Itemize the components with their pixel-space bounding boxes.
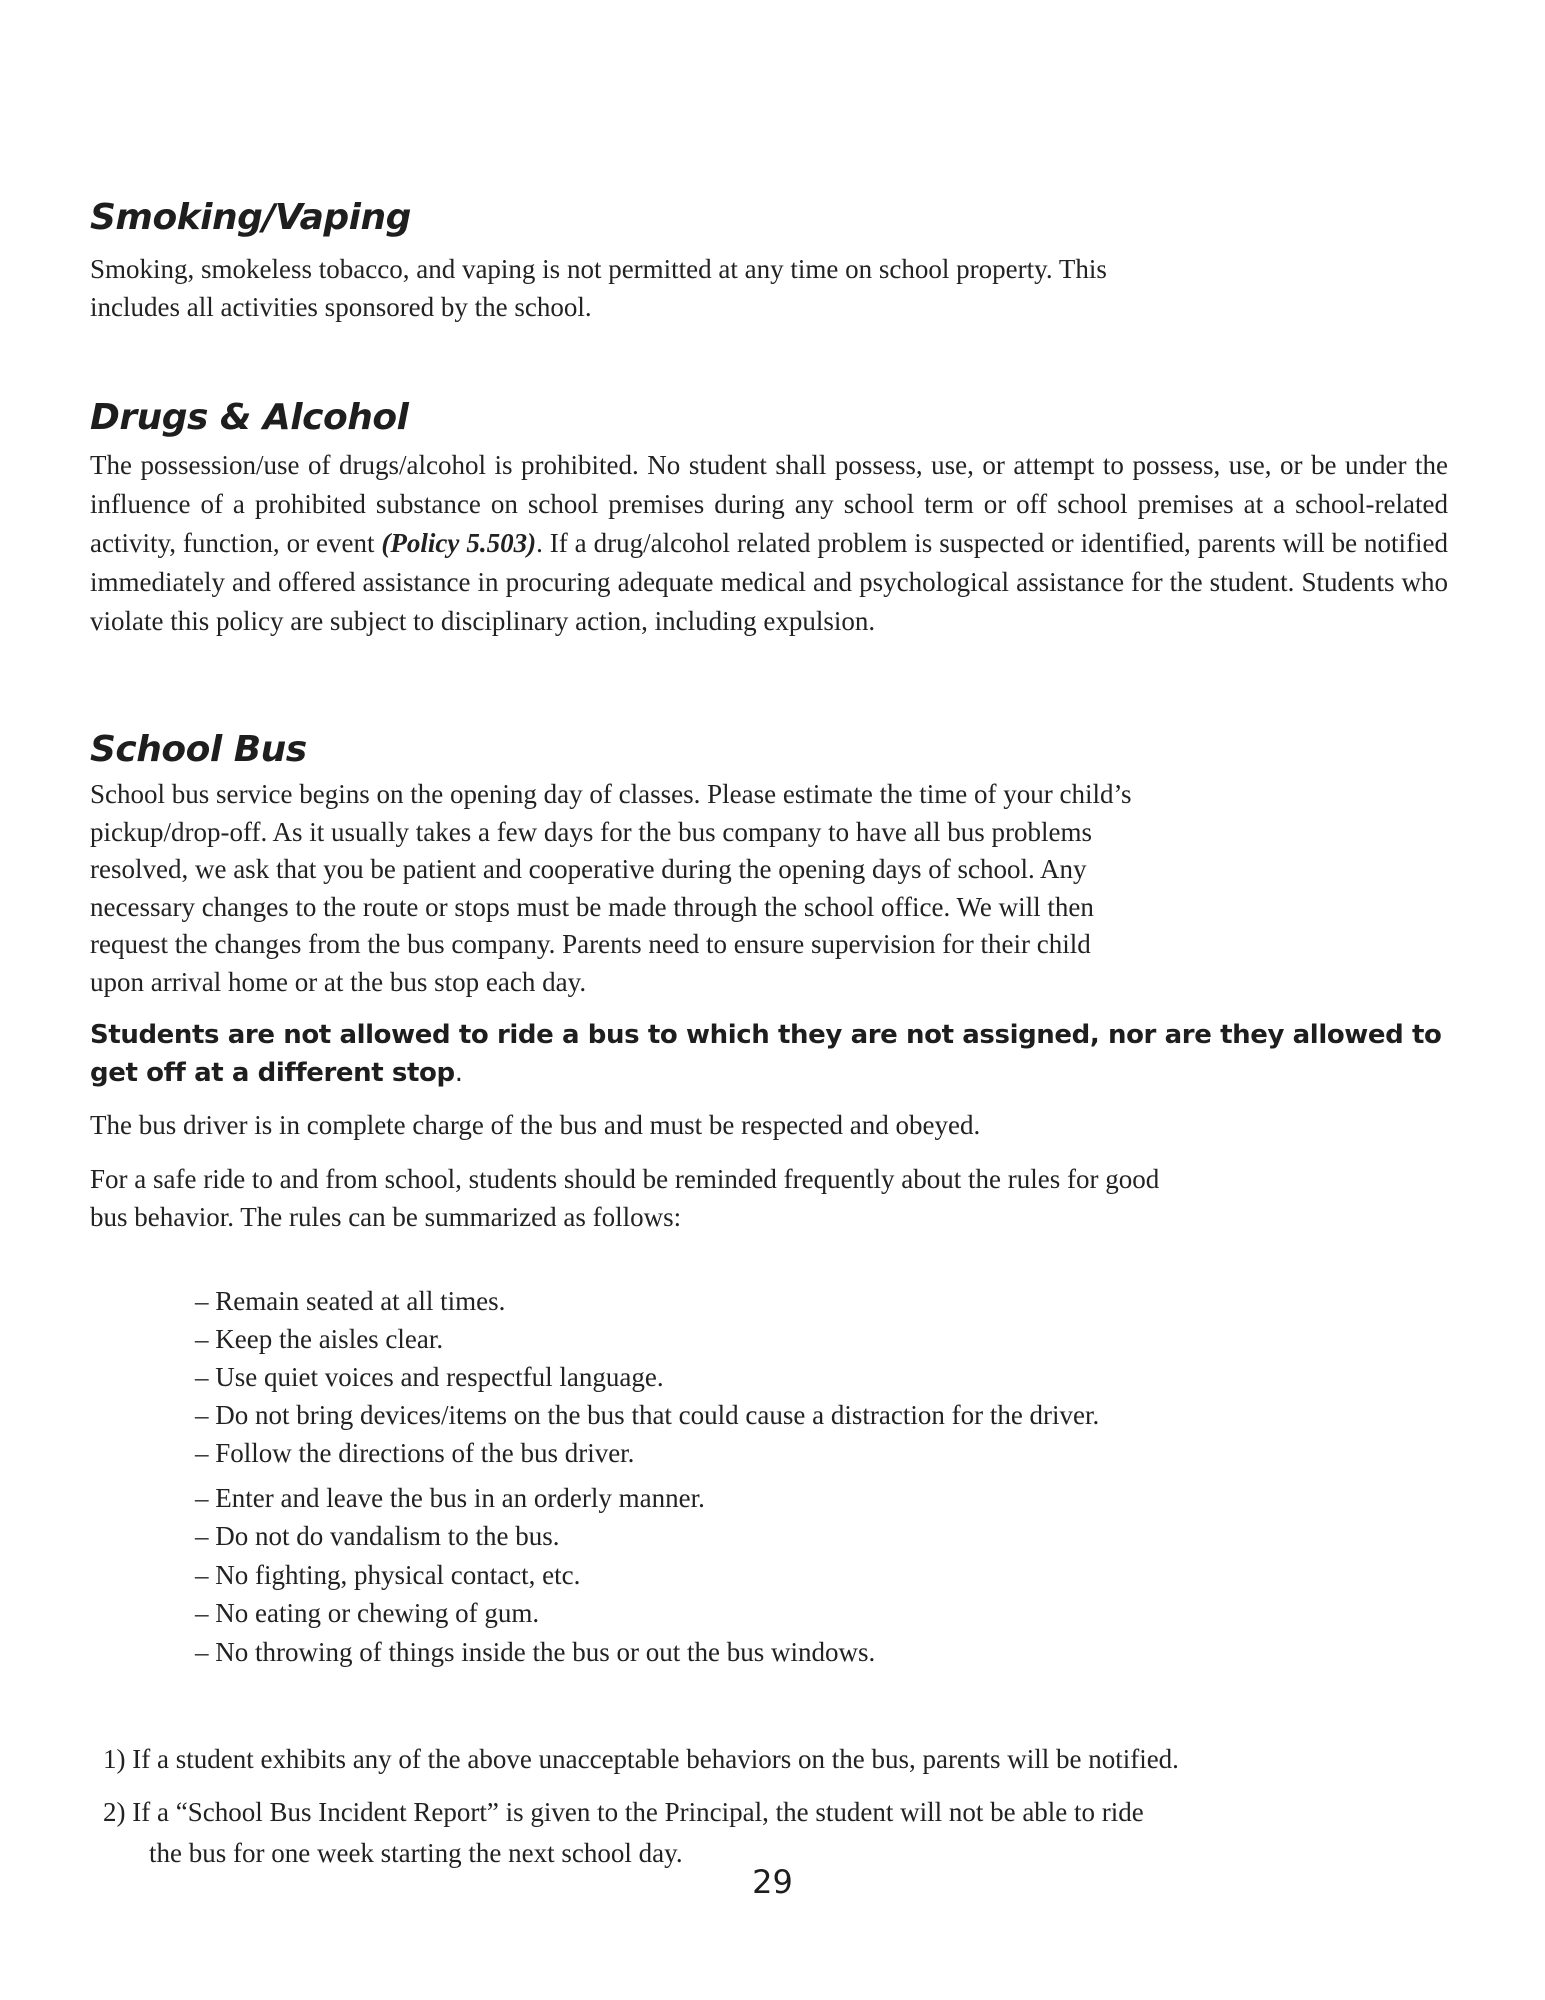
bus-rule-item: – No throwing of things inside the bus or out the bus windows. <box>195 1637 876 1667</box>
bus-rule-item: – Enter and leave the bus in an orderly manner. <box>195 1483 705 1513</box>
consequence-1-line-1: 1) If a student exhibits any of the above unacceptable behaviors on the bus, parents will be notified. <box>103 1744 1179 1774</box>
bus-assignment-note-period: . <box>454 1058 463 1088</box>
rules-intro-line-2: bus behavior. The rules can be summarized as follows: <box>90 1202 682 1232</box>
heading-drugs-alcohol: Drugs & Alcohol <box>90 397 409 438</box>
drugs-text-1: The possession/use of drugs/alcohol is prohibited. No student shall possess, use, or attempt to possess, use, or be under the influence of a prohibited substance on school premises during any school term or off school premises at a school-related activity, function, or event <box>90 450 1448 558</box>
bus-intro-line: pickup/drop-off. As it usually takes a few days for the bus company to have all bus problems <box>90 816 1093 847</box>
smoking-line-1: Smoking, smokeless tobacco, and vaping is not permitted at any time on school property. This <box>90 254 1107 284</box>
bus-rule-item: – Keep the aisles clear. <box>195 1324 444 1354</box>
bus-rule-item: – No eating or chewing of gum. <box>195 1598 540 1628</box>
rules-intro-paragraph <box>90 1160 1159 1236</box>
bus-intro-line: request the changes from the bus company. Parents need to ensure supervision for their child <box>90 929 1091 960</box>
bus-assignment-note-text: Students are not allowed to ride a bus to which they are not assigned, nor are they allowed to get off at a different stop <box>90 1020 1442 1088</box>
consequence-2-line-1: 2) If a “School Bus Incident Report” is given to the Principal, the student will not be able to ride <box>103 1797 1144 1827</box>
consequence-item-1 <box>103 1740 1179 1778</box>
consequence-2-line-2: the bus for one week starting the next school day. <box>149 1838 683 1868</box>
bus-driver-note: The bus driver is in complete charge of the bus and must be respected and obeyed. <box>90 1110 981 1140</box>
bus-intro-paragraph <box>90 776 1132 1002</box>
bus-rule-item: – Do not bring devices/items on the bus that could cause a distraction for the driver. <box>195 1400 1100 1430</box>
drugs-paragraph <box>90 446 1448 641</box>
policy-reference: (Policy 5.503) <box>381 528 537 558</box>
bus-rule-item: – Use quiet voices and respectful language. <box>195 1362 664 1392</box>
bus-rule-item: – Follow the directions of the bus driver. <box>195 1438 635 1468</box>
bus-intro-line: resolved, we ask that you be patient and cooperative during the opening days of school. Any <box>90 854 1087 885</box>
bus-intro-line: necessary changes to the route or stops must be made through the school office. We will then <box>90 891 1094 922</box>
bus-rule-item: – No fighting, physical contact, etc. <box>195 1560 581 1590</box>
bus-rule-item: – Remain seated at all times. <box>195 1286 506 1316</box>
rules-intro-line-1: For a safe ride to and from school, students should be reminded frequently about the rules for good <box>90 1164 1160 1194</box>
bus-assignment-note <box>90 1016 1470 1092</box>
bus-intro-line: School bus service begins on the opening day of classes. Please estimate the time of your child’s <box>90 779 1132 809</box>
page-number: 29 <box>752 1863 793 1901</box>
heading-school-bus: School Bus <box>90 729 307 770</box>
bus-intro-line: upon arrival home or at the bus stop each day. <box>90 966 587 997</box>
heading-smoking-vaping: Smoking/Vaping <box>90 197 411 238</box>
drugs-text-2: . If a drug/alcohol related problem is suspected or identified, parents will be notified immediately and offered assistance in procuring adequate medical and psychological assistance for the student. Students who violate this policy are subject to disciplinary action, including expulsion. <box>90 528 1448 636</box>
smoking-line-2: includes all activities sponsored by the school. <box>90 292 592 322</box>
smoking-paragraph <box>90 250 1107 326</box>
bus-rule-item: – Do not do vandalism to the bus. <box>195 1521 560 1551</box>
